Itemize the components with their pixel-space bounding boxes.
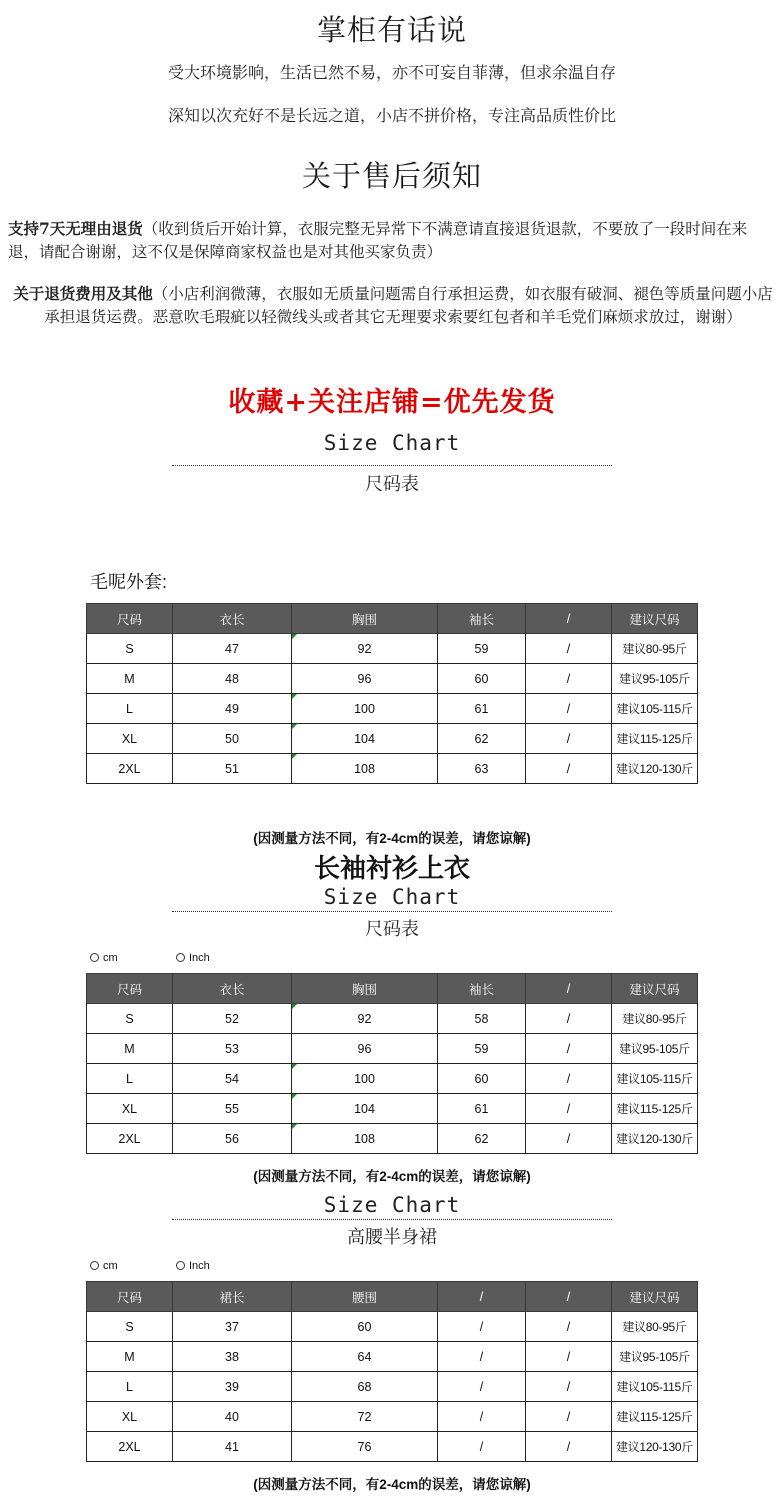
cell: /	[526, 1064, 612, 1094]
cell: /	[526, 1372, 612, 1402]
cell: 72	[292, 1402, 438, 1432]
cell: /	[438, 1432, 526, 1462]
table-row	[87, 754, 698, 784]
cell: 40	[173, 1402, 292, 1432]
cell: 47	[173, 634, 292, 664]
unit-inch-option[interactable]	[176, 1260, 210, 1272]
cell: 38	[173, 1342, 292, 1372]
table-row	[87, 1064, 698, 1094]
table-header-row	[87, 1282, 698, 1312]
cell: /	[526, 754, 612, 784]
table-row	[87, 1312, 698, 1342]
cell: /	[438, 1402, 526, 1432]
cell: 建议80-95斤	[612, 1312, 698, 1342]
cell: /	[526, 664, 612, 694]
header-length: 衣长	[173, 974, 292, 1004]
table-header-row	[87, 604, 698, 634]
cell: S	[87, 1312, 173, 1342]
cell: 60	[292, 1312, 438, 1342]
header-waist: 腰围	[292, 1282, 438, 1312]
header-recommend: 建议尺码	[612, 604, 698, 634]
header-chest: 胸围	[292, 604, 438, 634]
unit-cm-label: cm	[103, 1260, 118, 1272]
table-row	[87, 1034, 698, 1064]
measurement-note: (因测量方法不同，有2-4cm的误差，请您谅解)	[253, 1169, 531, 1184]
cell: /	[526, 1094, 612, 1124]
cell: 55	[173, 1094, 292, 1124]
cell: 63	[438, 754, 526, 784]
cell: XL	[87, 1402, 173, 1432]
cell: 建议120-130斤	[612, 1432, 698, 1462]
header-length: 衣长	[173, 604, 292, 634]
cell: XL	[87, 724, 173, 754]
cell: 建议95-105斤	[612, 664, 698, 694]
cell: 61	[438, 1094, 526, 1124]
cell: 2XL	[87, 1432, 173, 1462]
cell: 建议105-115斤	[612, 694, 698, 724]
cell: 2XL	[87, 754, 173, 784]
cell: 52	[173, 1004, 292, 1034]
header-skirt-length: 裙长	[173, 1282, 292, 1312]
cell: 68	[292, 1372, 438, 1402]
cell: /	[438, 1312, 526, 1342]
cell: /	[526, 1312, 612, 1342]
header-sleeve: 袖长	[438, 974, 526, 1004]
cell: /	[526, 1402, 612, 1432]
unit-inch-option[interactable]	[176, 952, 210, 964]
cell: 建议115-125斤	[612, 724, 698, 754]
cell: /	[526, 1432, 612, 1462]
radio-circle-icon	[90, 1261, 99, 1270]
size-chart-heading: Size Chart	[323, 431, 461, 455]
cell: 60	[438, 1064, 526, 1094]
return-policy-paragraph	[8, 217, 778, 264]
cell: 建议80-95斤	[612, 634, 698, 664]
coat-section-title: 毛呢外套:	[90, 572, 168, 592]
cell: 49	[173, 694, 292, 724]
size-chart-subheading: 尺码表	[365, 474, 419, 495]
dotted-divider	[172, 911, 612, 912]
cell: 建议120-130斤	[612, 1124, 698, 1154]
cell: 96	[292, 1034, 438, 1064]
cell: 108	[292, 754, 438, 784]
promo-banner: 收藏+关注店铺=优先发货	[228, 387, 556, 418]
cell: /	[526, 1342, 612, 1372]
coat-size-table	[86, 603, 698, 784]
radio-circle-icon	[90, 953, 99, 962]
cell: 50	[173, 724, 292, 754]
unit-cm-option[interactable]	[90, 952, 118, 964]
header-size: 尺码	[87, 1282, 173, 1312]
cell: 76	[292, 1432, 438, 1462]
skirt-size-chart-heading: Size Chart	[323, 1193, 461, 1217]
header-blank: /	[526, 1282, 612, 1312]
table-row	[87, 694, 698, 724]
header-blank: /	[526, 604, 612, 634]
table-row	[87, 1094, 698, 1124]
header-recommend: 建议尺码	[612, 1282, 698, 1312]
cell: 61	[438, 694, 526, 724]
cell: 37	[173, 1312, 292, 1342]
return-policy-text: （收到货后开始计算，衣服完整无异常下不满意请直接退货退款，不要放了一段时间在来退，请配合谢谢，这不仅是保障商家权益也是对其他买家负责）	[8, 220, 748, 261]
table-row	[87, 664, 698, 694]
cell: 建议115-125斤	[612, 1402, 698, 1432]
cell: 56	[173, 1124, 292, 1154]
cell: /	[526, 634, 612, 664]
table-row	[87, 1004, 698, 1034]
cell: L	[87, 694, 173, 724]
cell: 92	[292, 634, 438, 664]
shirt-size-table	[86, 973, 698, 1154]
shopkeeper-title: 掌柜有话说	[316, 13, 467, 47]
cell: M	[87, 1342, 173, 1372]
cell: /	[438, 1372, 526, 1402]
cell: 62	[438, 724, 526, 754]
skirt-size-table	[86, 1281, 698, 1462]
cell: L	[87, 1064, 173, 1094]
measurement-note: (因测量方法不同，有2-4cm的误差，请您谅解)	[253, 1477, 531, 1492]
cell: 104	[292, 724, 438, 754]
table-row	[87, 1124, 698, 1154]
cell: M	[87, 664, 173, 694]
table-row	[87, 1342, 698, 1372]
header-blank: /	[438, 1282, 526, 1312]
table-row	[87, 634, 698, 664]
cell: S	[87, 634, 173, 664]
table-header-row	[87, 974, 698, 1004]
shirt-size-chart-heading: Size Chart	[323, 885, 461, 909]
cell: 54	[173, 1064, 292, 1094]
cell: /	[526, 1004, 612, 1034]
cell: 建议95-105斤	[612, 1342, 698, 1372]
cell: 51	[173, 754, 292, 784]
cell: /	[526, 694, 612, 724]
cell: 62	[438, 1124, 526, 1154]
dotted-divider	[172, 465, 612, 466]
cell: 建议115-125斤	[612, 1094, 698, 1124]
cell: 建议105-115斤	[612, 1064, 698, 1094]
cell: 100	[292, 694, 438, 724]
shirt-section-title: 长袖衬衫上衣	[313, 853, 470, 883]
radio-circle-icon	[176, 1261, 185, 1270]
unit-inch-label: Inch	[189, 952, 210, 964]
cell: 建议120-130斤	[612, 754, 698, 784]
cell: 建议105-115斤	[612, 1372, 698, 1402]
cell: 92	[292, 1004, 438, 1034]
cell: /	[438, 1342, 526, 1372]
cell: 48	[173, 664, 292, 694]
cell: L	[87, 1372, 173, 1402]
cell: 2XL	[87, 1124, 173, 1154]
cell: XL	[87, 1094, 173, 1124]
measurement-note: (因测量方法不同，有2-4cm的误差，请您谅解)	[253, 831, 531, 846]
return-fee-text: （小店利润微薄，衣服如无质量问题需自行承担运费，如衣服有破洞、褪色等质量问题小店承担退货运费。恶意吹毛瑕疵以轻微线头或者其它无理要求索要红包者和羊毛党们麻烦求放过，谢谢）	[44, 285, 773, 326]
table-row	[87, 1372, 698, 1402]
cell: 建议95-105斤	[612, 1034, 698, 1064]
cell: 60	[438, 664, 526, 694]
cell: /	[526, 724, 612, 754]
cell: 建议80-95斤	[612, 1004, 698, 1034]
cell: 39	[173, 1372, 292, 1402]
table-row	[87, 1432, 698, 1462]
header-sleeve: 袖长	[438, 604, 526, 634]
intro-line-1: 受大环境影响，生活已然不易，亦不可妄自菲薄，但求余温自存	[167, 63, 616, 82]
cell: 100	[292, 1064, 438, 1094]
radio-circle-icon	[176, 953, 185, 962]
cell: 53	[173, 1034, 292, 1064]
header-chest: 胸围	[292, 974, 438, 1004]
cell: 58	[438, 1004, 526, 1034]
cell: 41	[173, 1432, 292, 1462]
cell: 104	[292, 1094, 438, 1124]
return-fee-bold: 关于退货费用及其他	[13, 284, 153, 303]
table-row	[87, 724, 698, 754]
cell: 59	[438, 1034, 526, 1064]
cell: 59	[438, 634, 526, 664]
unit-cm-label: cm	[103, 952, 118, 964]
cell: M	[87, 1034, 173, 1064]
return-policy-bold: 支持7天无理由退货	[8, 219, 143, 238]
shirt-size-chart-subheading: 尺码表	[365, 919, 419, 940]
table-row	[87, 1402, 698, 1432]
header-blank: /	[526, 974, 612, 1004]
cell: S	[87, 1004, 173, 1034]
cell: 64	[292, 1342, 438, 1372]
unit-cm-option[interactable]	[90, 1260, 118, 1272]
return-fee-paragraph	[8, 282, 778, 329]
cell: /	[526, 1034, 612, 1064]
skirt-size-chart-subheading: 高腰半身裙	[347, 1227, 437, 1248]
unit-inch-label: Inch	[189, 1260, 210, 1272]
header-recommend: 建议尺码	[612, 974, 698, 1004]
dotted-divider	[172, 1219, 612, 1220]
cell: 96	[292, 664, 438, 694]
header-size: 尺码	[87, 604, 173, 634]
cell: 108	[292, 1124, 438, 1154]
aftersale-title: 关于售后须知	[301, 159, 482, 193]
header-size: 尺码	[87, 974, 173, 1004]
cell: /	[526, 1124, 612, 1154]
intro-line-2: 深知以次充好不是长远之道，小店不拼价格，专注高品质性价比	[167, 106, 616, 125]
